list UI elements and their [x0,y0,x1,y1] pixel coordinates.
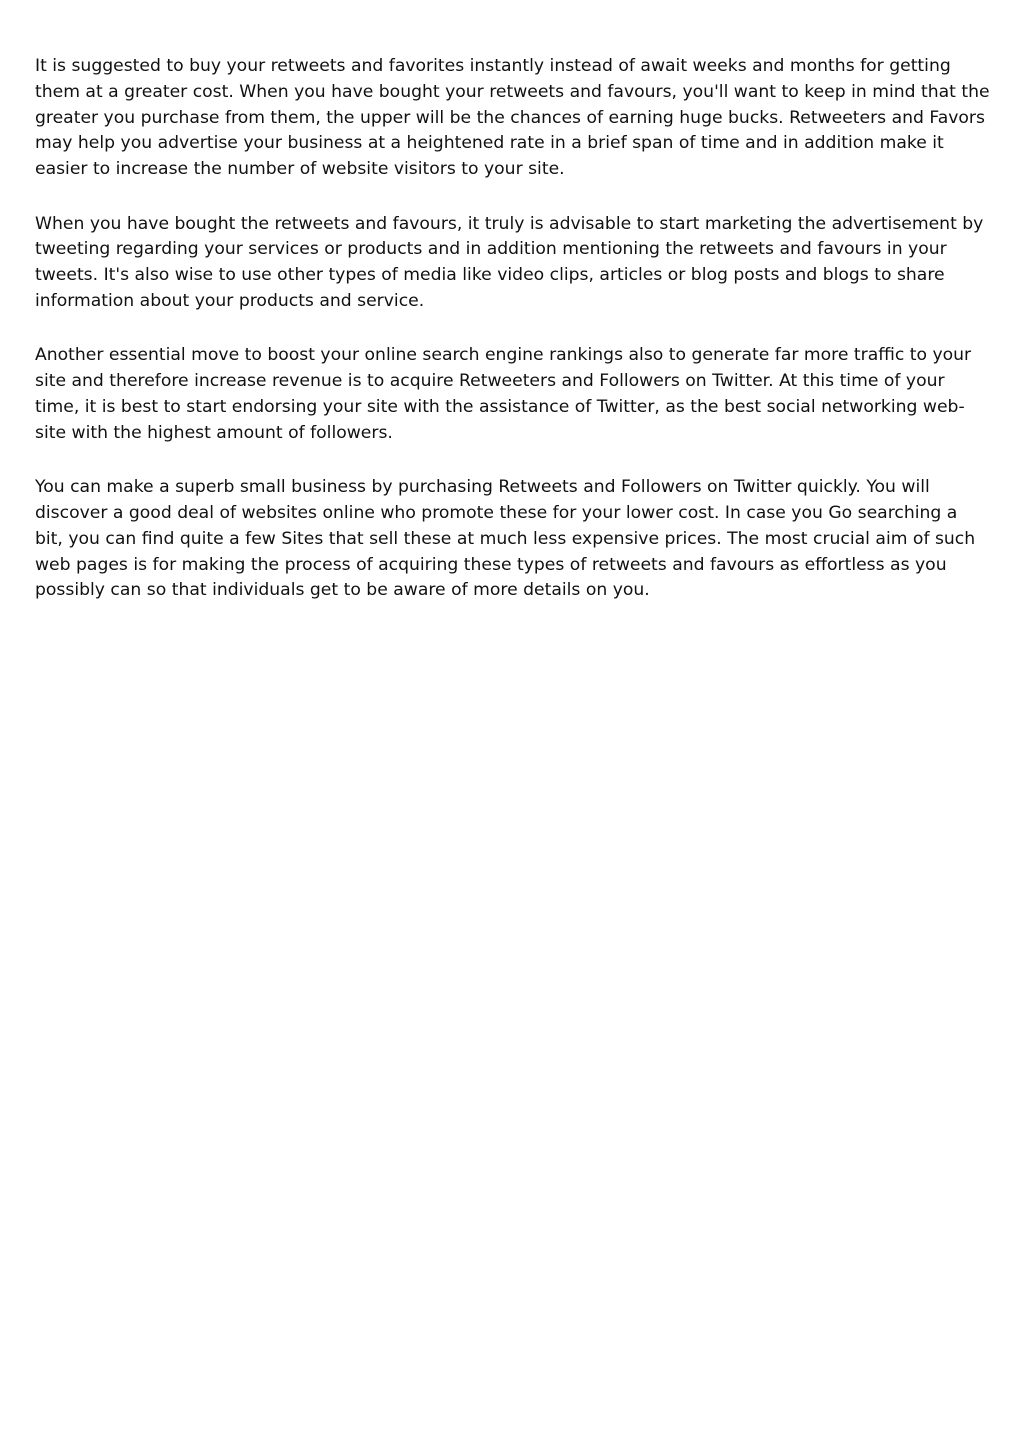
paragraph-1: It is suggested to buy your retweets and favorites instantly instead of await weeks and months for getting them at a greater cost. When you have bought your retweets and favours, you'll want to keep in mind that the greater you purchase from them, the upper will be the chances of earning huge bucks. Retweeters and Favors may help you advertise your business at a heightened rate in a brief span of time and in addition make it easier to increase the number of website visitors to your site. [35,56,990,180]
paragraph-2: When you have bought the retweets and favours, it truly is advisable to start marketing the advertisement by tweeting regarding your services or products and in addition mentioning the retweets and favours in your tweets. It's also wise to use other types of media like video clips, articles or blog posts and blogs to share information about your products and service. [35,213,984,311]
document-body [35,54,990,633]
paragraph-3: Another essential move to boost your online search engine rankings also to generate far more traffic to your site and therefore increase revenue is to acquire Retweeters and Followers on Twitter. At this time of your time, it is best to start endorsing your site with the assistance of Twitter, as the best social networking web-site with the highest amount of followers. [35,345,972,443]
paragraph-4: You can make a superb small business by purchasing Retweets and Followers on Twitter quickly. You will discover a good deal of websites online who promote these for your lower cost. In case you Go searching a bit, you can find quite a few Sites that sell these at much less expensive prices. The most crucial aim of such web pages is for making the process of acquiring these types of retweets and favours as effortless as you possibly can so that individuals get to be aware of more details on you. [35,477,976,601]
